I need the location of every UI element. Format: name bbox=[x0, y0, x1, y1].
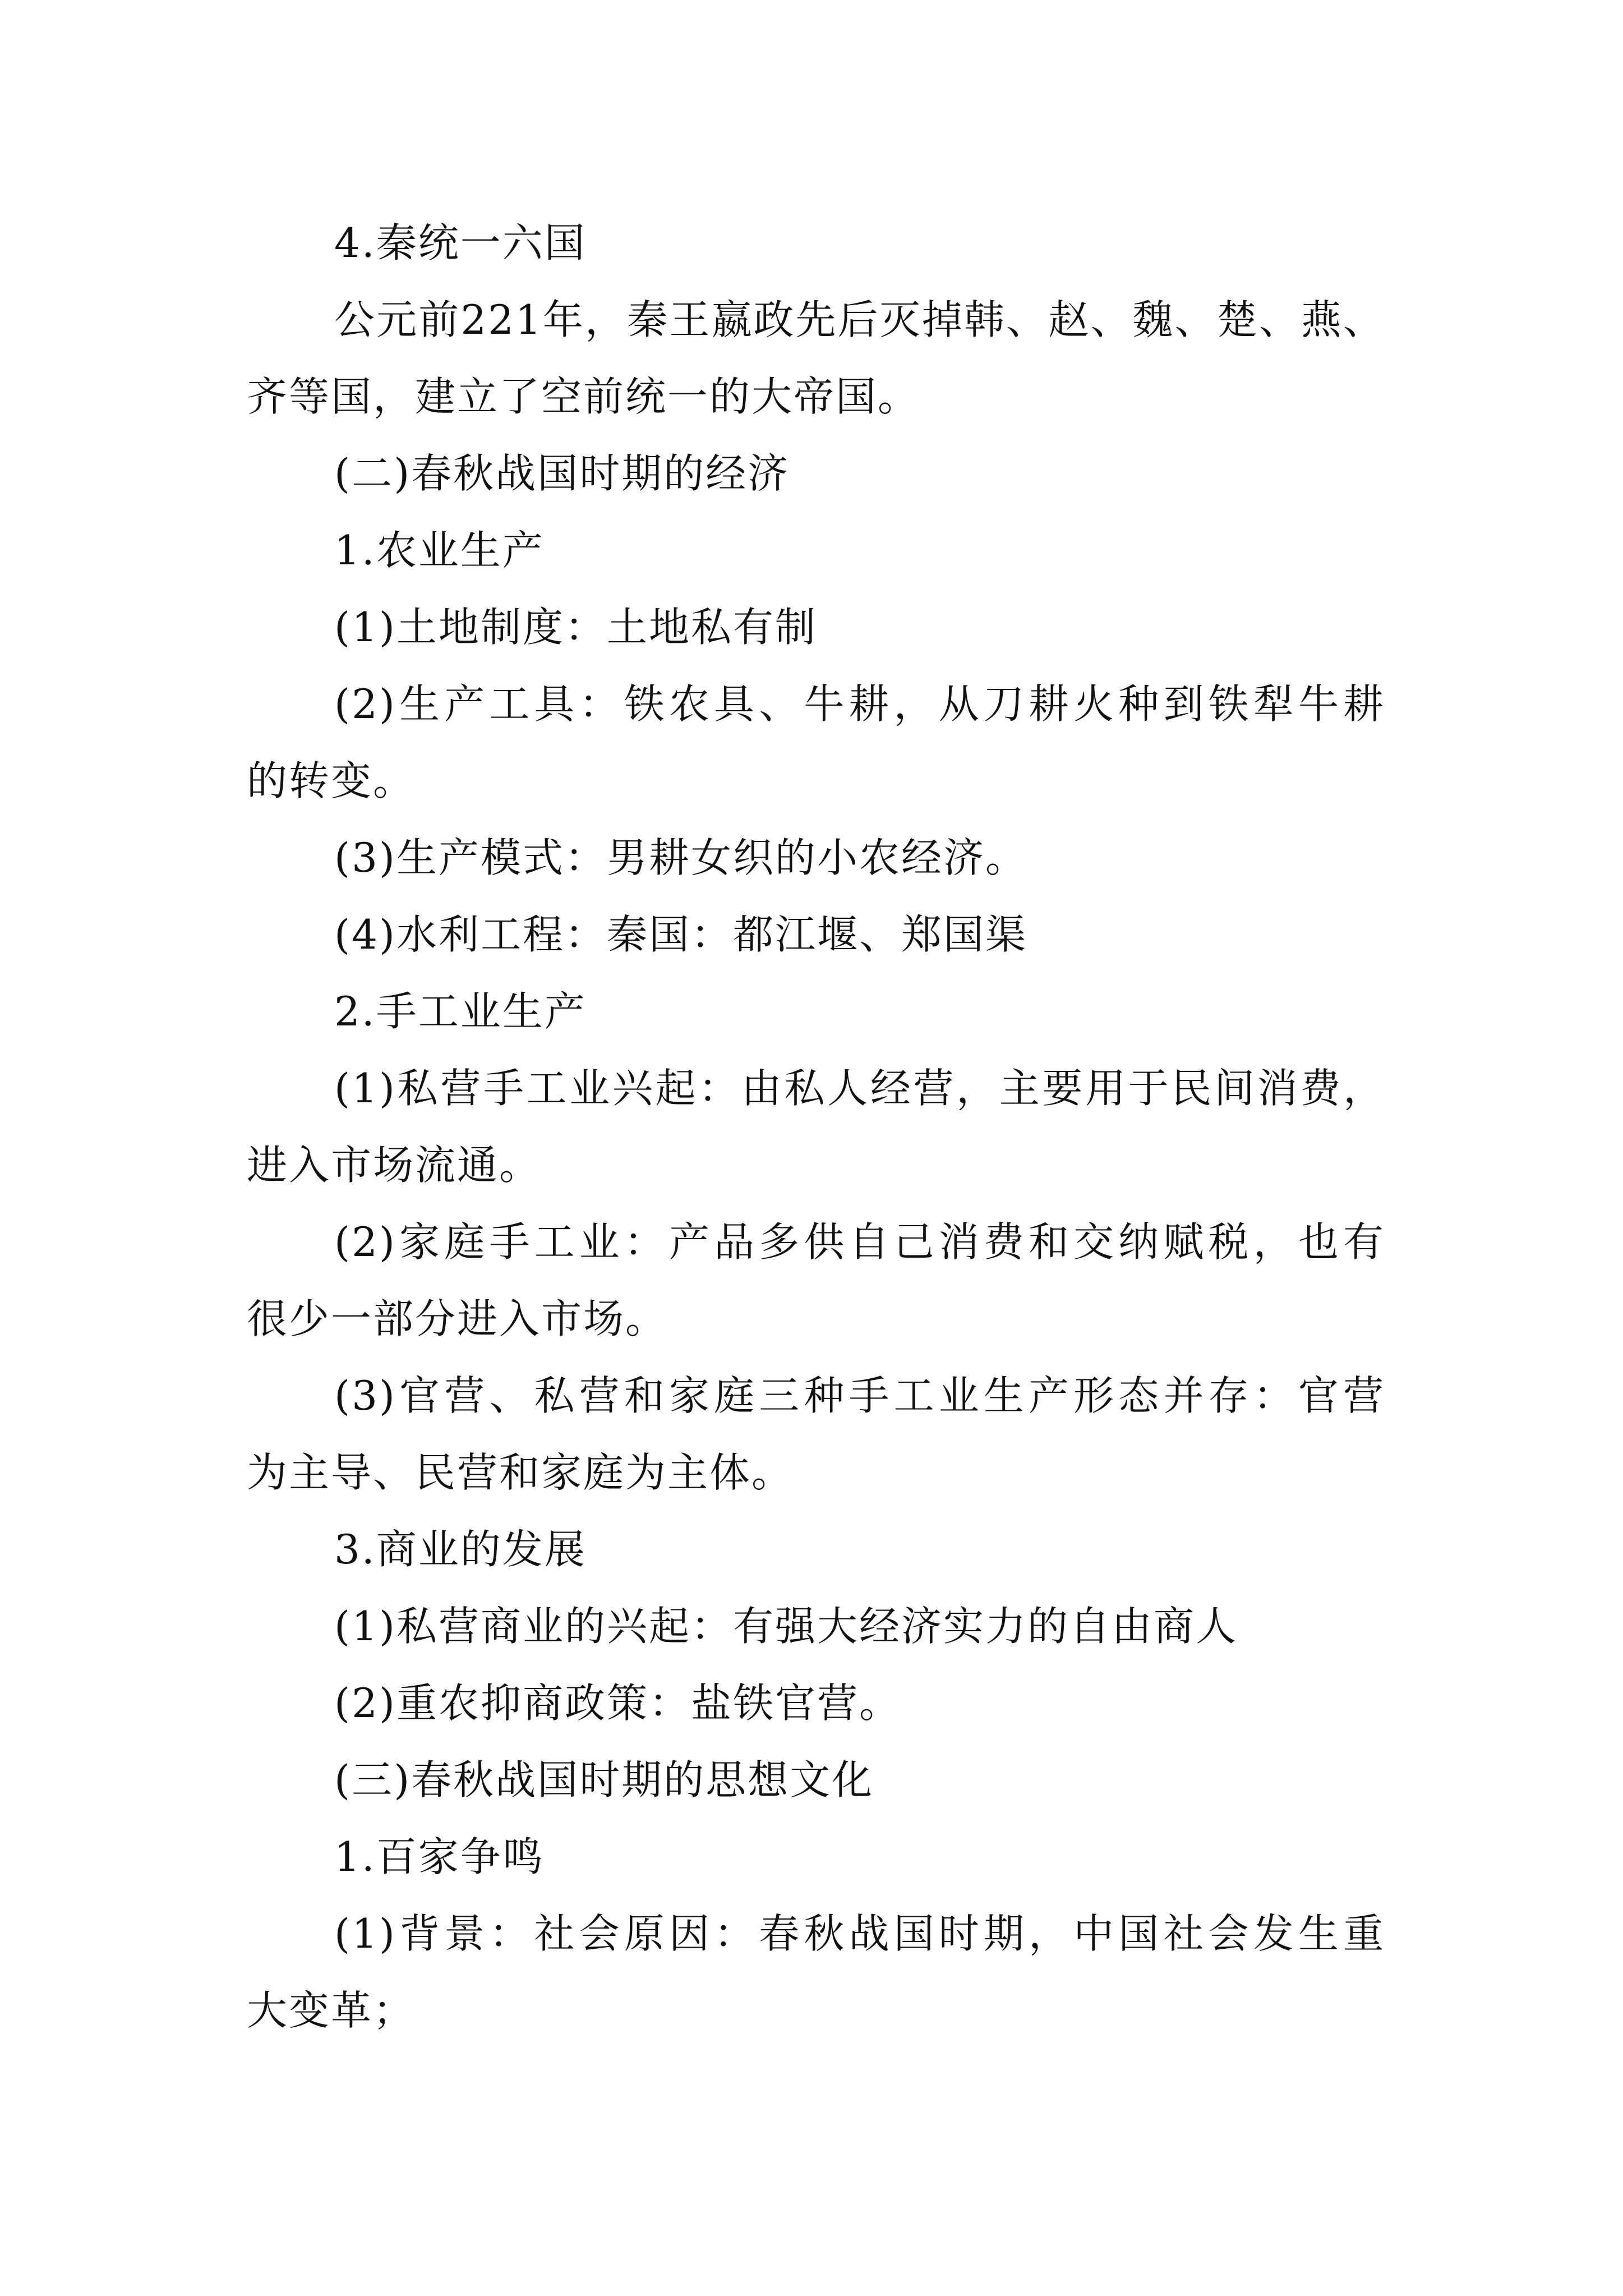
list-item: (2)生产工具：铁农具、牛耕，从刀耕火种到铁犁牛耕 bbox=[334, 680, 1385, 728]
list-item: (4)水利工程：秦国：都江堰、郑国渠 bbox=[334, 911, 1027, 958]
list-item: (3)官营、私营和家庭三种手工业生产形态并存：官营 bbox=[334, 1372, 1385, 1419]
list-item: (1)私营手工业兴起：由私人经营，主要用于民间消费， bbox=[334, 1065, 1385, 1112]
list-item: (2)重农抑商政策：盐铁官营。 bbox=[334, 1680, 901, 1727]
list-item-continuation: 进入市场流通。 bbox=[247, 1142, 542, 1189]
subheading-commerce: 3.商业的发展 bbox=[334, 1526, 587, 1573]
list-item: (3)生产模式：男耕女织的小农经济。 bbox=[334, 834, 1027, 881]
list-item-continuation: 的转变。 bbox=[247, 757, 416, 804]
list-item: (2)家庭手工业：产品多供自己消费和交纳赋税，也有 bbox=[334, 1218, 1385, 1266]
list-item: (1)土地制度：土地私有制 bbox=[334, 604, 817, 651]
paragraph-line: 齐等国，建立了空前统一的大帝国。 bbox=[247, 373, 920, 420]
list-item-continuation: 大变革； bbox=[247, 1987, 416, 2034]
subheading-handicraft: 2.手工业生产 bbox=[334, 988, 587, 1035]
list-item-continuation: 很少一部分进入市场。 bbox=[247, 1295, 668, 1342]
list-item-continuation: 为主导、民营和家庭为主体。 bbox=[247, 1449, 794, 1496]
subheading-agriculture: 1.农业生产 bbox=[334, 527, 545, 574]
paragraph-line: 公元前221年，秦王嬴政先后灭掉韩、赵、魏、楚、燕、 bbox=[334, 296, 1385, 343]
subheading-hundred-schools: 1.百家争鸣 bbox=[334, 1833, 545, 1880]
section-heading-economy: (二)春秋战国时期的经济 bbox=[334, 450, 790, 497]
heading-qin-unification: 4.秦统一六国 bbox=[334, 219, 587, 266]
list-item: (1)私营商业的兴起：有强大经济实力的自由商人 bbox=[334, 1603, 1238, 1650]
list-item: (1)背景：社会原因：春秋战国时期，中国社会发生重 bbox=[334, 1910, 1385, 1957]
section-heading-thought-culture: (三)春秋战国时期的思想文化 bbox=[334, 1756, 874, 1803]
